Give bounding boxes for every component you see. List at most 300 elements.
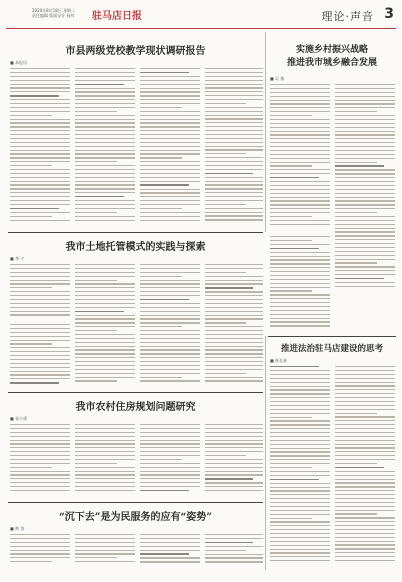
text-line — [270, 216, 312, 217]
text-line — [75, 84, 124, 85]
text-line — [205, 268, 263, 269]
text-line — [75, 557, 117, 558]
section-title: 理论·声音 — [321, 10, 374, 23]
text-line — [10, 432, 70, 433]
text-line — [10, 424, 70, 425]
text-line — [335, 96, 395, 97]
text-line — [140, 264, 200, 265]
text-line — [140, 377, 182, 378]
text-line — [75, 107, 135, 108]
text-line — [10, 378, 70, 379]
text-line — [205, 188, 263, 189]
article-6-col-1 — [10, 534, 70, 568]
text-line — [205, 111, 263, 112]
text-line — [335, 405, 395, 406]
section-rule-1 — [8, 232, 263, 233]
text-line — [335, 560, 395, 561]
text-line — [10, 534, 70, 535]
text-line — [140, 373, 200, 374]
text-line — [270, 115, 312, 116]
text-line — [205, 295, 263, 296]
text-line — [335, 103, 395, 104]
text-line — [270, 370, 330, 371]
text-line — [205, 490, 263, 491]
text-line — [75, 204, 135, 205]
text-line — [270, 420, 330, 421]
text-line — [75, 95, 135, 96]
text-line — [75, 220, 135, 221]
text-line — [75, 486, 135, 487]
text-line — [205, 68, 263, 69]
text-line — [270, 96, 330, 97]
article-6-col-3 — [140, 534, 200, 568]
text-line — [335, 544, 395, 545]
text-line — [75, 212, 117, 213]
text-line — [270, 321, 330, 322]
text-line — [205, 157, 263, 158]
text-line — [270, 290, 312, 291]
text-line — [140, 315, 200, 316]
article-5-col-2 — [335, 366, 395, 566]
text-line — [205, 99, 263, 100]
text-line — [75, 173, 135, 174]
text-line — [140, 463, 200, 464]
text-line — [10, 103, 70, 104]
text-line — [140, 451, 200, 452]
text-line — [140, 153, 200, 154]
text-line — [10, 220, 70, 221]
text-line — [205, 436, 263, 437]
text-line — [335, 138, 395, 139]
text-line — [140, 122, 200, 123]
text-line — [270, 263, 330, 264]
text-line — [140, 130, 200, 131]
text-line — [270, 240, 312, 241]
text-line — [205, 84, 263, 85]
text-line — [205, 463, 263, 464]
article-5-byline: ■ 崔长春 — [270, 358, 288, 363]
text-line — [140, 542, 200, 543]
text-line — [10, 459, 70, 460]
text-line — [140, 349, 200, 350]
text-line — [75, 467, 135, 468]
text-line — [75, 161, 117, 162]
text-line — [205, 353, 263, 354]
text-line — [205, 165, 263, 166]
text-line — [205, 338, 263, 339]
text-line — [335, 146, 395, 147]
text-line — [270, 401, 330, 402]
text-line — [75, 463, 117, 464]
text-line — [140, 103, 200, 104]
text-line — [205, 149, 263, 150]
text-line — [205, 272, 246, 273]
text-line — [270, 378, 330, 379]
text-line — [205, 177, 263, 178]
text-line — [205, 474, 263, 475]
text-line — [335, 370, 395, 371]
text-line — [270, 177, 319, 178]
text-line — [335, 127, 395, 128]
text-line — [10, 208, 59, 209]
text-line — [75, 99, 135, 100]
text-line — [270, 318, 330, 319]
text-line — [270, 107, 330, 108]
text-line — [10, 76, 70, 77]
text-line — [10, 264, 70, 265]
text-line — [140, 318, 200, 319]
text-line — [270, 479, 319, 480]
text-line — [335, 239, 395, 240]
text-line — [270, 181, 330, 182]
text-line — [75, 443, 135, 444]
text-line — [10, 165, 52, 166]
text-line — [140, 80, 200, 81]
text-line — [140, 280, 200, 281]
text-line — [10, 447, 70, 448]
text-line — [140, 146, 200, 147]
text-line — [205, 161, 263, 162]
text-line — [270, 494, 330, 495]
text-line — [75, 157, 135, 158]
text-line — [75, 440, 135, 441]
text-line — [270, 236, 330, 237]
text-line — [205, 142, 263, 143]
text-line — [10, 184, 70, 185]
text-line — [270, 545, 330, 546]
text-line — [270, 533, 330, 534]
text-line — [335, 420, 395, 421]
text-line — [140, 311, 200, 312]
text-line — [140, 115, 200, 116]
text-line — [140, 208, 182, 209]
text-line — [270, 382, 330, 383]
issue-date — [32, 8, 75, 18]
text-line — [140, 111, 200, 112]
text-line — [205, 380, 263, 381]
text-line — [75, 311, 124, 312]
text-line — [270, 537, 330, 538]
text-line — [335, 224, 395, 225]
text-line — [10, 340, 70, 341]
article-6-col-4 — [205, 534, 263, 568]
text-line — [335, 444, 395, 445]
text-line — [75, 357, 135, 358]
text-line — [10, 371, 70, 372]
text-line — [75, 432, 135, 433]
text-line — [140, 546, 200, 547]
text-line — [270, 521, 330, 522]
text-line — [10, 181, 70, 182]
text-line — [10, 490, 70, 491]
text-line — [270, 259, 330, 260]
text-line — [140, 220, 200, 221]
text-line — [335, 498, 395, 499]
text-line — [205, 95, 263, 96]
text-line — [205, 369, 263, 370]
text-line — [140, 478, 200, 479]
text-line — [140, 99, 200, 100]
text-line — [10, 192, 70, 193]
text-line — [335, 502, 395, 503]
text-line — [335, 382, 395, 383]
text-line — [270, 127, 330, 128]
article-3-headline: 我市土地托管模式的实践与探索 — [65, 242, 206, 253]
text-line — [335, 189, 395, 190]
article-1-headline: 市县两级党校教学现状调研报告 — [65, 46, 206, 57]
text-line — [270, 84, 330, 85]
text-line — [270, 189, 330, 190]
text-line — [335, 115, 395, 116]
text-line — [140, 84, 200, 85]
text-line — [75, 153, 135, 154]
text-line — [140, 365, 200, 366]
text-line — [335, 282, 395, 283]
text-line — [140, 126, 200, 127]
text-line — [335, 556, 395, 557]
text-line — [335, 107, 395, 108]
text-line — [335, 111, 377, 112]
text-line — [270, 146, 330, 147]
text-line — [270, 444, 330, 445]
article-1-col-4 — [205, 68, 263, 226]
text-line — [75, 200, 135, 201]
article-5-col-1 — [270, 366, 330, 566]
text-line — [270, 393, 330, 394]
text-line — [140, 169, 200, 170]
text-line — [10, 336, 70, 337]
text-line — [140, 276, 182, 277]
text-line — [270, 298, 330, 299]
text-line — [335, 397, 395, 398]
text-line — [270, 244, 330, 245]
text-line — [140, 322, 200, 323]
text-line — [335, 84, 395, 85]
text-line — [205, 126, 263, 127]
text-line — [75, 377, 135, 378]
text-line — [270, 150, 330, 151]
text-line — [270, 287, 330, 288]
text-line — [270, 123, 330, 124]
text-line — [140, 196, 200, 197]
text-line — [140, 342, 200, 343]
article-4-col-4 — [205, 424, 263, 498]
text-line — [335, 259, 395, 260]
article-3-col-1b — [10, 324, 70, 388]
text-line — [205, 107, 263, 108]
text-line — [270, 552, 330, 553]
text-line — [270, 525, 330, 526]
text-line — [270, 440, 330, 441]
text-line — [140, 474, 200, 475]
text-line — [10, 287, 52, 288]
text-line — [75, 280, 117, 281]
text-line — [10, 134, 70, 135]
text-line — [140, 192, 200, 193]
text-line — [335, 413, 377, 414]
text-line — [205, 80, 263, 81]
text-line — [270, 510, 330, 511]
masthead — [6, 6, 396, 29]
text-line — [75, 111, 117, 112]
text-line — [10, 276, 70, 277]
text-line — [140, 268, 200, 269]
text-line — [335, 416, 395, 417]
text-line — [140, 181, 200, 182]
text-line — [75, 424, 135, 425]
text-line — [75, 80, 135, 81]
column-divider — [265, 32, 266, 232]
text-line — [75, 342, 135, 343]
text-line — [10, 84, 70, 85]
article-6-byline: ■ 黄 涛 — [10, 526, 25, 531]
text-line — [270, 417, 312, 418]
text-line — [10, 440, 70, 441]
text-line — [335, 459, 395, 460]
text-line — [205, 196, 263, 197]
text-line — [205, 287, 253, 288]
text-line — [205, 486, 263, 487]
text-line — [140, 138, 200, 139]
text-line — [10, 474, 70, 475]
text-line — [335, 517, 395, 518]
text-line — [270, 185, 330, 186]
text-line — [10, 200, 70, 201]
text-line — [140, 173, 200, 174]
text-line — [335, 278, 384, 279]
text-line — [335, 428, 395, 429]
text-line — [335, 158, 395, 159]
text-line — [205, 146, 263, 147]
text-line — [140, 357, 200, 358]
article-4-col-1 — [10, 424, 70, 498]
text-line — [10, 80, 70, 81]
text-line — [10, 173, 70, 174]
text-line — [270, 200, 330, 201]
text-line — [75, 307, 135, 308]
text-line — [140, 150, 200, 151]
text-line — [205, 542, 253, 543]
text-line — [205, 130, 263, 131]
text-line — [270, 275, 330, 276]
text-line — [205, 440, 263, 441]
text-line — [335, 100, 395, 101]
text-line — [10, 295, 70, 296]
text-line — [270, 204, 330, 205]
text-line — [10, 314, 70, 315]
text-line — [205, 307, 263, 308]
text-line — [270, 302, 330, 303]
text-line — [270, 490, 330, 491]
text-line — [205, 204, 246, 205]
text-line — [140, 291, 200, 292]
text-line — [335, 389, 395, 390]
text-line — [140, 486, 200, 487]
article-1-col-1 — [10, 68, 70, 226]
text-line — [10, 87, 70, 88]
text-line — [205, 76, 263, 77]
text-line — [335, 537, 395, 538]
text-line — [75, 361, 135, 362]
text-line — [140, 161, 200, 162]
text-line — [140, 346, 200, 347]
text-line — [10, 111, 70, 112]
text-line — [205, 357, 263, 358]
text-line — [10, 538, 70, 539]
text-line — [10, 119, 70, 120]
text-line — [270, 518, 312, 519]
text-line — [335, 185, 395, 186]
article-1-col-2 — [75, 68, 135, 226]
text-line — [270, 463, 330, 464]
text-line — [335, 401, 395, 402]
text-line — [335, 541, 395, 542]
text-line — [335, 494, 395, 495]
text-line — [270, 111, 330, 112]
text-line — [75, 264, 135, 265]
text-line — [10, 363, 70, 364]
text-line — [270, 397, 330, 398]
text-line — [335, 529, 395, 530]
text-line — [335, 393, 395, 394]
text-line — [270, 451, 330, 452]
text-line — [10, 307, 70, 308]
text-line — [270, 541, 330, 542]
text-line — [140, 436, 200, 437]
text-line — [140, 561, 200, 562]
text-line — [75, 538, 135, 539]
text-line — [75, 169, 135, 170]
text-line — [10, 283, 70, 284]
text-line — [270, 103, 330, 104]
text-line — [205, 212, 263, 213]
text-line — [270, 506, 330, 507]
text-line — [140, 380, 200, 381]
text-line — [10, 280, 70, 281]
text-line — [10, 351, 70, 352]
text-line — [10, 130, 70, 131]
text-line — [335, 165, 384, 166]
text-line — [75, 188, 135, 189]
text-line — [75, 208, 135, 209]
text-line — [205, 299, 263, 300]
text-line — [205, 377, 263, 378]
text-line — [335, 231, 395, 232]
text-line — [205, 546, 263, 547]
text-line — [75, 447, 135, 448]
article-3-byline: ■ 李 宁 — [10, 256, 25, 261]
text-line — [10, 359, 70, 360]
text-line — [335, 451, 395, 452]
text-line — [140, 107, 182, 108]
text-line — [270, 193, 330, 194]
text-line — [75, 287, 135, 288]
text-line — [10, 561, 52, 562]
text-line — [205, 322, 246, 323]
text-line — [140, 184, 189, 185]
text-line — [10, 550, 70, 551]
text-line — [205, 315, 263, 316]
text-line — [270, 162, 330, 163]
text-line — [140, 91, 200, 92]
text-line — [270, 325, 330, 326]
text-line — [140, 490, 189, 491]
text-line — [205, 173, 253, 174]
text-line — [75, 451, 135, 452]
text-line — [270, 88, 330, 89]
section-rule-2 — [268, 336, 396, 337]
text-line — [270, 389, 330, 390]
